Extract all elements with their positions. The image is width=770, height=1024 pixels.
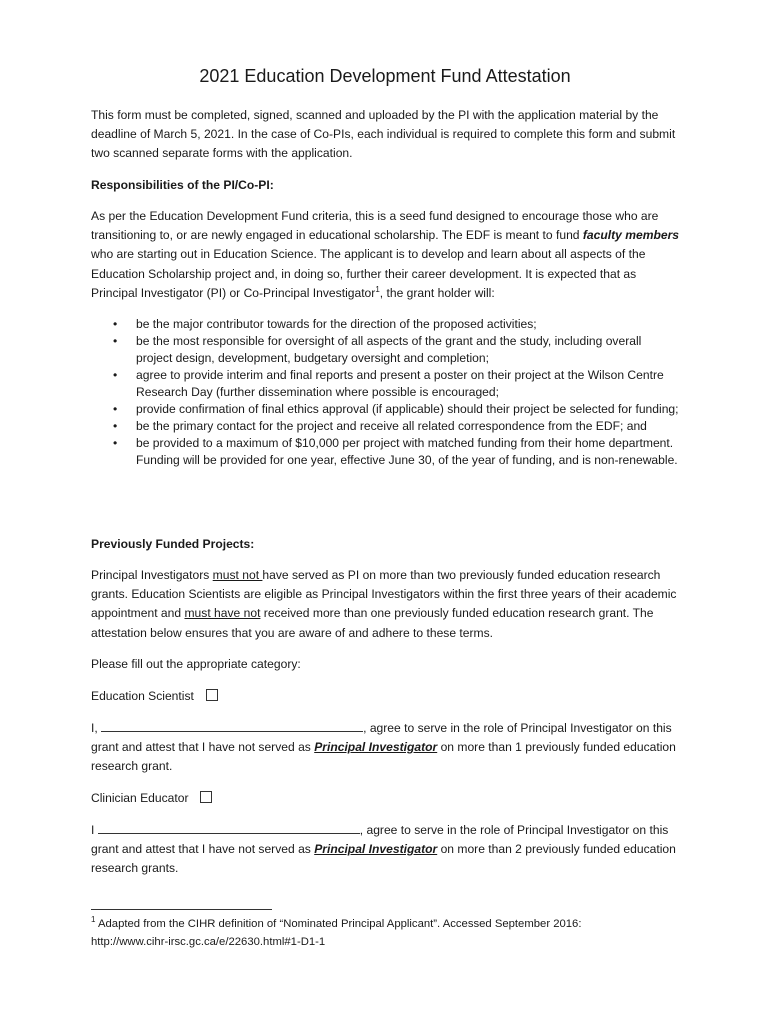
clinician-educator-option — [91, 789, 212, 808]
attestation-suffix: on more than 1 previously funded education research grant. — [91, 740, 676, 774]
education-scientist-attestation — [91, 719, 679, 777]
responsibilities-paragraph — [91, 207, 679, 303]
list-item-text: agree to provide interim and final reports and present a poster on their project at the Wilson Centre Research Day (further dissemination where possible is encouraged; — [136, 368, 664, 399]
bullet-icon: • — [113, 368, 118, 382]
list-item-text: be the major contributor towards for the direction of the proposed activities; — [136, 317, 537, 331]
education-scientist-option — [91, 687, 218, 706]
attestation-text: , agree to serve in the role of Principal Investigator on this grant and attest that I have not served as — [91, 823, 669, 857]
bullet-icon: • — [113, 317, 118, 331]
must-not-emphasis: must not — [212, 568, 263, 582]
bullet-icon: • — [113, 334, 118, 348]
attestation-text: , agree to serve in the role of Principal Investigator on this grant and attest that I have not served as — [91, 721, 672, 755]
attestation-suffix: on more than 2 previously funded education research grants. — [91, 842, 676, 876]
principal-investigator-emphasis: Principal Investigator — [314, 740, 438, 755]
previously-funded-text-2: have served as PI on more than two previously funded education research grants. Education Scientists are eligible as Principal Investigators within the first three years of their academic appointment and — [91, 568, 677, 621]
list-item — [91, 418, 679, 435]
list-item-text: provide confirmation of final ethics approval (if applicable) should their project be selected for funding; — [136, 402, 679, 416]
education-scientist-checkbox[interactable] — [206, 689, 218, 701]
principal-investigator-emphasis: Principal Investigator — [314, 842, 438, 857]
responsibilities-text-a: As per the Education Development Fund criteria, this is a seed fund designed to encourage those who are transitioning to, or are newly engaged in educational scholarship. The EDF is meant to fund — [91, 209, 659, 243]
education-scientist-label: Education Scientist — [91, 689, 194, 703]
previously-funded-text-1: Principal Investigators — [91, 568, 213, 582]
responsibilities-text-b: who are starting out in Education Science. The applicant is to develop and learn about all aspects of the Education Scholarship project and, in doing so, further their career development. It is expected that as Principal Investigator (PI) or Co-Principal Investigator — [91, 247, 646, 300]
list-item-text: be the primary contact for the project and receive all related correspondence from the EDF; and — [136, 419, 647, 433]
faculty-members-emphasis: faculty members — [582, 228, 680, 243]
list-item-text: be provided to a maximum of $10,000 per project with matched funding from their home department. Funding will be provided for one year, effective June 30, of the year of funding, and is non-renewable. — [136, 436, 678, 467]
clinician-educator-name-field[interactable] — [98, 821, 360, 834]
previously-funded-heading: Previously Funded Projects: — [91, 537, 255, 551]
instruction-text: Please fill out the appropriate category: — [91, 657, 301, 671]
footnote — [91, 915, 679, 951]
footnote-reference[interactable]: 1 — [375, 284, 380, 294]
clinician-educator-checkbox[interactable] — [200, 791, 212, 803]
responsibilities-list — [91, 316, 679, 469]
intro-paragraph: This form must be completed, signed, scanned and uploaded by the PI with the application material by the deadline of March 5, 2021. In the case of Co-PIs, each individual is required to complete this form and submit two scanned separate forms with the application. — [91, 108, 676, 161]
footnote-text: Adapted from the CIHR definition of “Nominated Principal Applicant”. Accessed September 2016: — [95, 918, 582, 930]
footnote-divider — [91, 909, 272, 910]
clinician-educator-label: Clinician Educator — [91, 791, 189, 805]
bullet-icon: • — [113, 419, 118, 433]
previously-funded-paragraph — [91, 566, 679, 643]
footnote-marker: 1 — [91, 915, 96, 924]
previously-funded-text-3: received more than one previously funded education research grant. The attestation below ensures that you are aware of and adhere to these terms. — [91, 606, 654, 640]
list-item — [91, 367, 679, 401]
education-scientist-name-field[interactable] — [101, 719, 363, 732]
clinician-educator-attestation — [91, 821, 679, 879]
footnote-link[interactable]: http://www.cihr-irsc.gc.ca/e/22630.html#1-D1-1 — [91, 936, 326, 948]
list-item — [91, 316, 679, 333]
list-item-text: be the most responsible for oversight of all aspects of the grant and the study, including overall project design, development, budgetary oversight and completion; — [136, 334, 642, 365]
bullet-icon: • — [113, 436, 118, 450]
bullet-icon: • — [113, 402, 118, 416]
page-title: 2021 Education Development Fund Attestation — [199, 66, 571, 86]
responsibilities-heading: Responsibilities of the PI/Co-PI: — [91, 178, 274, 192]
list-item — [91, 435, 679, 469]
list-item — [91, 333, 679, 367]
list-item — [91, 401, 679, 418]
responsibilities-text-c: , the grant holder will: — [379, 285, 495, 300]
attestation-prefix: I — [91, 823, 95, 837]
attestation-prefix: I, — [91, 721, 98, 735]
must-have-not-emphasis: must have not — [184, 606, 261, 621]
